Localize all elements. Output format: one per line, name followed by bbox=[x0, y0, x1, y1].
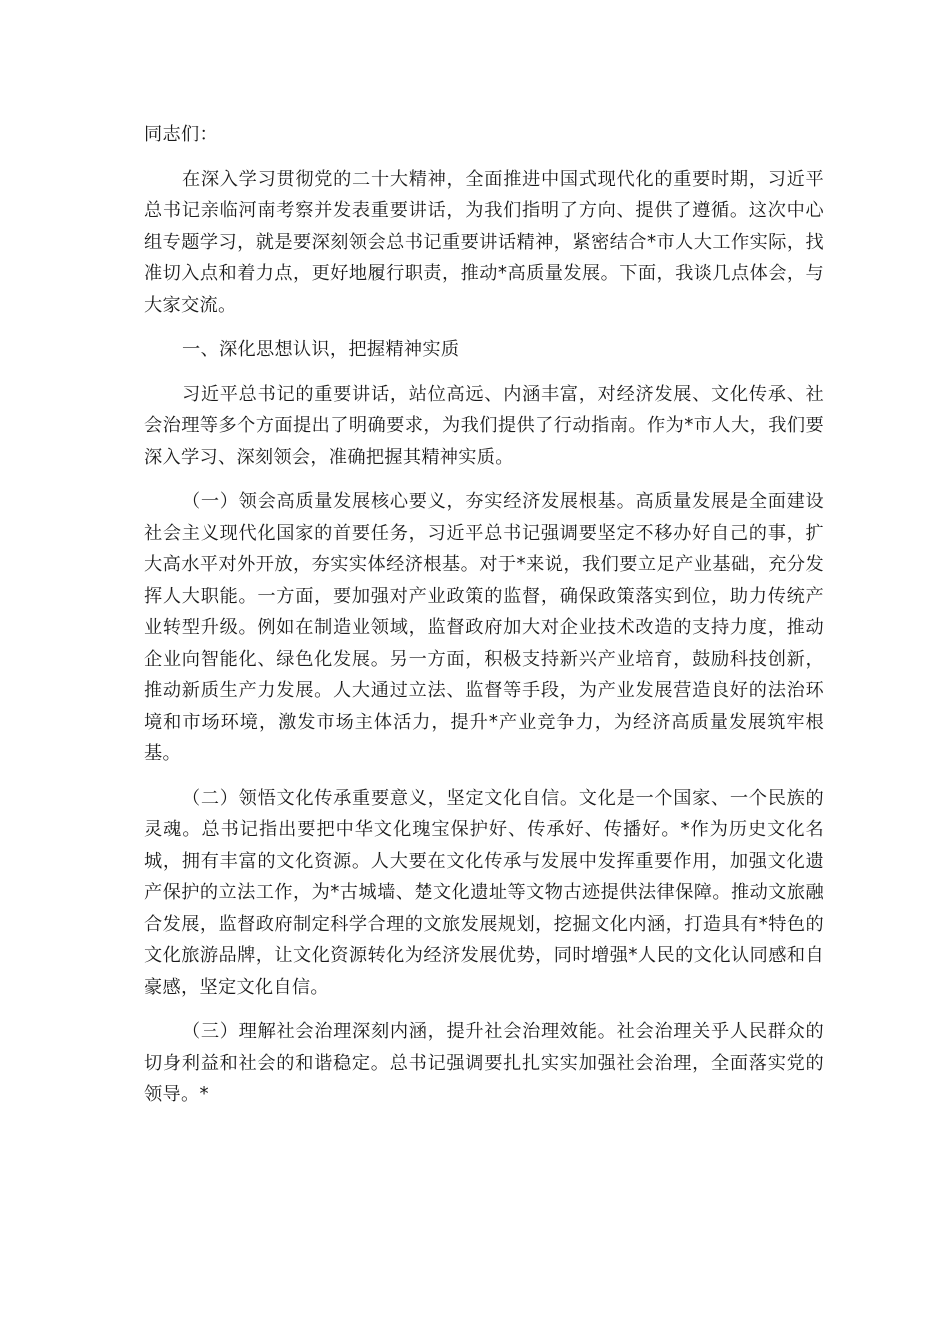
point-3-paragraph: （三）理解社会治理深刻内涵，提升社会治理效能。社会治理关乎人民群众的切身利益和社会的和谐稳定。总书记强调要扎扎实实加强社会治理，全面落实党的领导。* bbox=[144, 1021, 824, 1105]
section-heading-1: 一、深化思想认识，把握精神实质 bbox=[182, 339, 460, 360]
section-1-intro-paragraph: 习近平总书记的重要讲话，站位高远、内涵丰富，对经济发展、文化传承、社会治理等多个方面提出了明确要求，为我们提供了行动指南。作为*市人大，我们要深入学习、深刻领会，准确把握其精神实质。 bbox=[144, 383, 824, 468]
salutation: 同志们： bbox=[144, 124, 218, 145]
point-2-paragraph: （二）领悟文化传承重要意义，坚定文化自信。文化是一个国家、一个民族的灵魂。总书记指出要把中华文化瑰宝保护好、传承好、传播好。*作为历史文化名城，拥有丰富的文化资源。人大要在文化传承与发展中发挥重要作用，加强文化遗产保护的立法工作，为*古城墙、楚文化遗址等文物古迹提供法律保障。推动文旅融合发展，监督政府制定科学合理的文旅发展规划，挖掘文化内涵，打造具有*特色的文化旅游品牌，让文化资源转化为经济发展优势，同时增强*人民的文化认同感和自豪感，坚定文化自信。 bbox=[144, 787, 824, 998]
point-1-paragraph: （一）领会高质量发展核心要义，夯实经济发展根基。高质量发展是全面建设社会主义现代化国家的首要任务，习近平总书记强调要坚定不移办好自己的事，扩大高水平对外开放，夯实实体经济根基。对于*来说，我们要立足产业基础，充分发挥人大职能。一方面，要加强对产业政策的监督，确保政策落实到位，助力传统产业转型升级。例如在制造业领域，监督政府加大对企业技术改造的支持力度，推动企业向智能化、绿色化发展。另一方面，积极支持新兴产业培育，鼓励科技创新，推动新质生产力发展。人大通过立法、监督等手段，为产业发展营造良好的法治环境和市场环境，激发市场主体活力，提升*产业竞争力，为经济高质量发展筑牢根基。 bbox=[144, 491, 824, 764]
intro-paragraph: 在深入学习贯彻党的二十大精神，全面推进中国式现代化的重要时期，习近平总书记亲临河南考察并发表重要讲话，为我们指明了方向、提供了遵循。这次中心组专题学习，就是要深刻领会总书记重要讲话精神，紧密结合*市人大工作实际，找准切入点和着力点，更好地履行职责，推动*高质量发展。下面，我谈几点体会，与大家交流。 bbox=[144, 168, 824, 316]
document-page bbox=[144, 119, 824, 1124]
